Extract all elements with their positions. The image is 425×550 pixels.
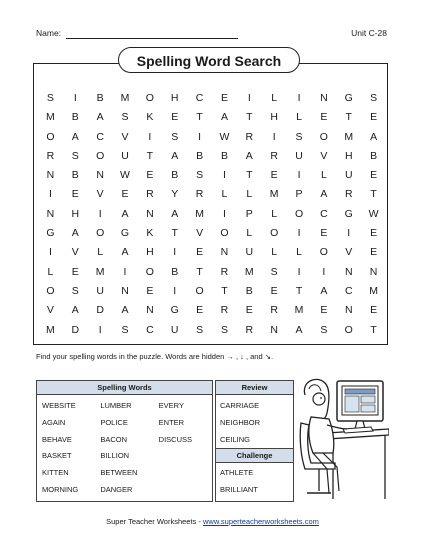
spelling-word: BACON [100,434,127,444]
grid-letter[interactable]: L [47,265,54,278]
spelling-word: BASKET [42,451,72,461]
grid-letter[interactable]: M [46,111,55,124]
grid-letter[interactable]: B [96,92,104,104]
grid-letter[interactable]: I [297,92,301,104]
footer-link[interactable]: www.superteacherworksheets.com [202,517,319,526]
grid-letter[interactable]: E [370,246,378,259]
grid-letter[interactable]: E [196,246,204,259]
grid-letter[interactable]: E [370,169,378,182]
grid-letter[interactable]: L [296,246,302,259]
grid-letter[interactable]: O [46,130,55,143]
grid-letter[interactable]: M [95,265,105,278]
review-word: NEIGHBOR [220,417,261,427]
grid-letter[interactable]: S [320,323,328,336]
review-header: Review [216,381,293,395]
grid-letter[interactable]: H [270,111,278,124]
grid-letter[interactable]: B [245,284,253,297]
grid-letter[interactable]: R [344,188,353,201]
instructions: Find your spelling words in the puzzle. Words are hidden → , ↓ , and ↘. [36,352,274,361]
grid-letter[interactable]: N [369,265,378,278]
spelling-word: BEHAVE [42,434,72,444]
grid-letter[interactable]: I [322,265,326,278]
grid-letter[interactable]: E [270,169,278,182]
grid-letter[interactable]: W [120,169,130,182]
spelling-words-header: Spelling Words [37,381,212,395]
grid-letter[interactable]: L [320,169,327,182]
grid-letter[interactable]: I [98,323,102,336]
grid-letter[interactable]: A [121,304,129,317]
spelling-word: LUMBER [100,401,132,410]
spelling-word: BETWEEN [100,468,138,478]
grid-letter[interactable]: E [220,92,228,104]
spelling-word: KITTEN [42,468,69,478]
grid-letter[interactable]: O [96,227,105,240]
grid-letter[interactable]: E [370,304,378,317]
grid-letter[interactable]: T [246,111,253,124]
grid-letter[interactable]: I [297,169,301,182]
grid-letter[interactable]: S [270,265,278,278]
grid-letter[interactable]: N [344,265,353,278]
grid-letter[interactable]: C [344,284,353,297]
grid-letter[interactable]: N [220,246,229,259]
grid-letter[interactable]: N [46,207,55,220]
grid-letter[interactable]: C [96,130,104,143]
grid-row [38,108,386,127]
grid-letter[interactable]: A [171,149,179,162]
grid-letter[interactable]: A [320,284,328,297]
grid-letter[interactable]: R [270,304,278,317]
grid-letter[interactable]: M [195,207,204,220]
grid-letter[interactable]: R [245,323,254,336]
grid-letter[interactable]: T [370,323,377,336]
grid-letter[interactable]: B [71,111,79,124]
spelling-word: WEBSITE [42,401,76,410]
grid-letter[interactable]: B [196,149,204,162]
grid-letter[interactable]: T [370,188,377,201]
grid-letter[interactable]: U [245,246,254,259]
grid-letter[interactable]: A [71,227,79,240]
grid-letter[interactable]: E [171,111,179,124]
grid-row [38,185,386,204]
grid-letter[interactable]: R [46,149,55,162]
grid-letter[interactable]: I [222,169,226,182]
grid-letter[interactable]: L [246,227,253,240]
grid-letter[interactable]: S [121,111,129,124]
page-title: Spelling Word Search [118,47,300,73]
name-label: Name: [36,28,62,38]
grid-letter[interactable]: Y [171,188,179,201]
grid-letter[interactable]: G [344,207,353,220]
review-words [216,395,293,448]
grid-letter[interactable]: O [96,149,105,162]
footer [0,517,425,526]
grid-letter[interactable]: O [195,284,204,297]
grid-letter[interactable]: T [246,169,253,182]
grid-letter[interactable]: M [344,130,354,143]
grid-letter[interactable]: O [46,284,55,297]
grid-letter[interactable]: I [297,227,301,240]
review-word: CARRIAGE [220,401,260,410]
spelling-word: AGAIN [42,417,66,427]
grid-letter[interactable]: B [171,265,179,278]
grid-letter[interactable]: A [71,130,79,143]
grid-letter[interactable]: I [173,284,177,297]
grid-letter[interactable]: N [46,169,55,182]
spelling-words-column-1 [37,398,95,499]
grid-letter[interactable]: L [271,246,278,259]
grid-letter[interactable]: V [121,130,129,143]
grid-letter[interactable]: H [170,92,179,104]
grid-letter[interactable]: L [246,188,253,201]
grid-letter[interactable]: U [295,149,303,162]
grid-letter[interactable]: S [71,149,79,162]
grid-letter[interactable]: H [146,246,154,259]
grid-letter[interactable]: T [295,284,303,297]
grid-letter[interactable]: A [320,188,328,201]
grid-letter[interactable]: C [320,207,328,220]
grid-letter[interactable]: V [196,227,204,240]
grid-letter[interactable]: A [245,149,253,162]
grid-letter[interactable]: S [71,284,79,297]
grid-letter[interactable]: T [196,111,203,124]
grid-letter[interactable]: E [146,169,154,182]
grid-letter[interactable]: U [344,169,353,182]
grid-letter[interactable]: G [170,304,179,317]
grid-letter[interactable]: E [320,304,328,317]
grid-letter[interactable]: U [96,284,104,297]
grid-letter[interactable]: M [369,284,378,297]
grid-row [38,128,386,147]
grid-letter[interactable]: L [271,92,278,104]
grid-letter[interactable]: O [319,246,328,259]
grid-letter[interactable]: N [146,304,154,317]
grid-letter[interactable]: W [219,130,230,143]
grid-letter[interactable]: O [270,227,279,240]
grid-letter[interactable]: S [295,130,303,143]
grid-letter[interactable]: E [320,227,328,240]
grid-letter[interactable]: E [196,304,204,317]
grid-letter[interactable]: R [245,130,254,143]
grid-letter[interactable]: N [146,207,154,220]
grid-row [38,147,386,166]
grid-letter[interactable]: S [220,323,228,336]
grid-letter[interactable]: G [46,227,55,240]
challenge-word: BRILLIANT [220,485,258,495]
worksheet-header [36,28,389,42]
grid-letter[interactable]: N [96,169,104,182]
grid-letter[interactable]: P [245,207,253,220]
letter-grid [38,89,386,340]
grid-row [38,89,386,108]
grid-row [38,243,386,262]
spelling-words-table [36,380,213,502]
spelling-word: DISCUSS [158,434,192,444]
grid-letter[interactable]: P [295,188,303,201]
grid-letter[interactable]: T [196,265,203,278]
grid-letter[interactable]: I [297,265,301,278]
grid-letter[interactable]: N [121,284,129,297]
spelling-word: MORNING [42,484,79,494]
grid-letter[interactable]: M [120,92,130,104]
grid-letter[interactable]: T [171,227,178,240]
grid-letter[interactable]: H [344,149,353,162]
grid-letter[interactable]: R [270,149,278,162]
grid-letter[interactable]: V [320,149,328,162]
grid-letter[interactable]: R [220,265,229,278]
grid-letter[interactable]: B [220,149,228,162]
name-blank-line[interactable] [66,38,238,39]
grid-row [38,282,386,301]
grid-letter[interactable]: S [370,92,378,104]
grid-letter[interactable]: L [97,246,104,259]
grid-letter[interactable]: G [120,227,130,240]
grid-letter[interactable]: E [270,284,278,297]
grid-letter[interactable]: I [272,130,276,143]
grid-letter[interactable]: T [221,284,228,297]
grid-letter[interactable]: E [370,111,378,124]
grid-letter[interactable]: E [121,188,129,201]
grid-letter[interactable]: I [48,246,52,259]
grid-letter[interactable]: G [344,92,353,104]
grid-letter[interactable]: V [71,246,79,259]
grid-letter[interactable]: I [222,207,226,220]
grid-letter[interactable]: A [71,304,79,317]
grid-letter[interactable]: C [146,323,154,336]
grid-letter[interactable]: O [220,227,229,240]
challenge-word: ATHLETE [220,468,254,478]
grid-letter[interactable]: K [146,227,154,240]
grid-letter[interactable]: I [173,246,177,259]
grid-letter[interactable]: E [320,111,328,124]
unit-label: Unit C-28 [351,28,387,38]
grid-letter[interactable]: A [171,207,179,220]
spelling-word: BILLION [100,451,130,461]
grid-letter[interactable]: E [71,265,79,278]
grid-letter[interactable]: W [368,207,379,220]
grid-letter[interactable]: S [171,130,179,143]
grid-letter[interactable]: S [196,169,204,182]
grid-letter[interactable]: A [96,111,104,124]
grid-row [38,321,386,340]
grid-letter[interactable]: O [319,130,328,143]
grid-letter[interactable]: O [145,92,154,104]
grid-letter[interactable]: E [71,188,79,201]
challenge-words [216,463,293,501]
grid-letter[interactable]: M [269,188,279,201]
grid-letter[interactable]: V [46,304,54,317]
grid-letter[interactable]: I [73,92,77,104]
grid-letter[interactable]: I [198,130,202,143]
grid-letter[interactable]: I [48,188,52,201]
grid-letter[interactable]: A [121,207,129,220]
grid-letter[interactable]: R [195,188,204,201]
challenge-header: Challenge [216,448,293,463]
grid-letter[interactable]: B [71,169,79,182]
grid-letter[interactable]: B [370,149,378,162]
grid-letter[interactable]: N [320,92,328,104]
grid-letter[interactable]: R [146,188,154,201]
grid-letter[interactable]: E [146,284,154,297]
grid-letter[interactable]: E [370,227,378,240]
grid-letter[interactable]: N [344,304,353,317]
grid-letter[interactable]: V [345,246,353,259]
grid-letter[interactable]: L [296,111,302,124]
grid-letter[interactable]: O [344,323,353,336]
grid-letter[interactable]: O [145,265,154,278]
grid-letter[interactable]: U [170,323,179,336]
grid-letter[interactable]: N [270,323,278,336]
grid-letter[interactable]: C [195,92,204,104]
grid-letter[interactable]: T [146,149,154,162]
grid-letter[interactable]: B [171,169,179,182]
grid-letter[interactable]: V [96,188,104,201]
grid-letter[interactable]: O [294,207,304,220]
grid-letter[interactable]: U [121,149,129,162]
grid-letter[interactable]: S [196,323,204,336]
spelling-words-column-2 [95,398,153,499]
spelling-word: ENTER [158,417,185,427]
grid-letter[interactable]: H [71,207,80,220]
grid-letter[interactable]: A [220,111,228,124]
spelling-word: POLICE [100,417,128,427]
grid-row [38,166,386,185]
grid-letter[interactable]: A [295,323,303,336]
grid-letter[interactable]: M [46,323,55,336]
spelling-word: EVERY [158,401,184,410]
spelling-word: DANGER [100,484,133,494]
grid-letter[interactable]: I [247,92,251,104]
grid-letter[interactable]: A [121,246,129,259]
grid-letter[interactable]: M [244,265,254,278]
footer-text: Super Teacher Worksheets - [106,517,203,526]
grid-letter[interactable]: T [345,111,352,124]
grid-letter[interactable]: L [271,207,278,220]
grid-letter[interactable]: I [347,227,351,240]
grid-letter[interactable]: M [294,304,304,317]
grid-letter[interactable]: I [123,265,127,278]
grid-letter[interactable]: A [370,130,378,143]
review-table [215,380,294,502]
grid-letter[interactable]: D [71,323,80,336]
girl-at-computer-illustration [297,373,389,501]
grid-letter[interactable]: S [121,323,129,336]
grid-letter[interactable]: D [96,304,104,317]
grid-letter[interactable]: K [146,111,154,124]
grid-letter[interactable]: R [220,304,229,317]
grid-row [38,224,386,243]
review-word: CEILING [220,434,251,444]
grid-letter[interactable]: S [46,92,54,104]
spelling-words-column-3 [154,398,212,499]
grid-letter[interactable]: E [245,304,253,317]
grid-letter[interactable]: I [98,207,102,220]
grid-row [38,205,386,224]
grid-letter[interactable]: I [148,130,152,143]
grid-letter[interactable]: L [221,188,228,201]
grid-row [38,263,386,282]
grid-row [38,301,386,320]
